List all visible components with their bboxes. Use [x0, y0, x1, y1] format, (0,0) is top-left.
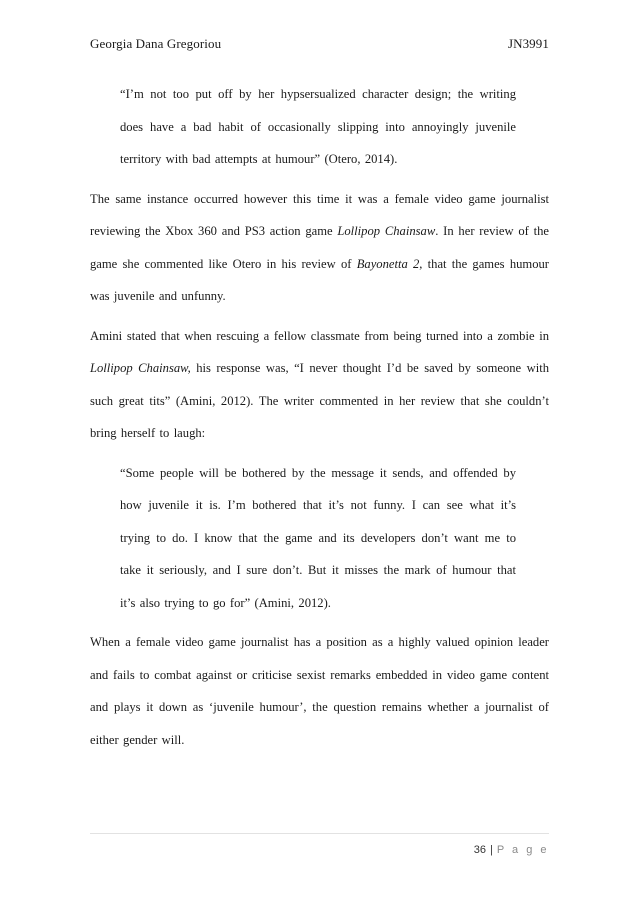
block-quote-amini: “Some people will be bothered by the message it sends, and offended by how juvenile it is. I’m bothered that it’s not funny. I can see what it’s trying to do. I know that the game and its developers don’t want me to take it seriously, and I sure don’t. But it misses the mark of humour that it’s also trying to go for” (Amini, 2012).	[120, 465, 516, 610]
page-separator: |	[489, 844, 493, 856]
paragraph-lollipop-review	[90, 183, 549, 313]
paragraph-amini-statement	[90, 320, 549, 450]
game-title-lollipop-chainsaw: Lollipop Chainsaw,	[90, 361, 191, 375]
text-span: his response was, “I never thought I’d be saved by someone with such great tits” (Amini, 2012). The writer commented in her review that she couldn’t bring herself to laugh:	[90, 361, 549, 440]
text-span: , that the games humour was juvenile and unfunny.	[90, 256, 549, 303]
page-number: 36	[473, 844, 486, 856]
course-code: JN3991	[507, 36, 549, 51]
text-span: Amini stated that when rescuing a fellow classmate from being turned into a zombie in	[90, 328, 549, 343]
text-span: The same instance occurred however this time it was a female video game journalist reviewing the Xbox 360 and PS3 action game	[90, 191, 549, 238]
paragraph-conclusion: When a female video game journalist has a position as a highly valued opinion leader and fails to combat against or criticise sexist remarks embedded in video game content and plays it down as ‘juvenile humour’, the question remains whether a journalist of either gender will.	[90, 635, 549, 747]
page-footer	[90, 844, 549, 856]
game-title-lollipop-chainsaw: Lollipop Chainsaw	[337, 224, 436, 238]
page-label: P a g e	[496, 844, 549, 856]
author-name: Georgia Dana Gregoriou	[90, 36, 222, 51]
text-span: . In her review of the game she commented like Otero in his review of	[90, 224, 549, 271]
block-quote-otero: “I’m not too put off by her hypsersualized character design; the writing does have a bad habit of occasionally slipping into annoyingly juvenile territory with bad attempts at humour” (Otero, 2014).	[120, 87, 516, 166]
game-title-bayonetta-2: Bayonetta 2	[356, 256, 420, 271]
document-body	[90, 78, 549, 763]
footer-divider	[90, 833, 549, 834]
page-header	[90, 36, 549, 52]
